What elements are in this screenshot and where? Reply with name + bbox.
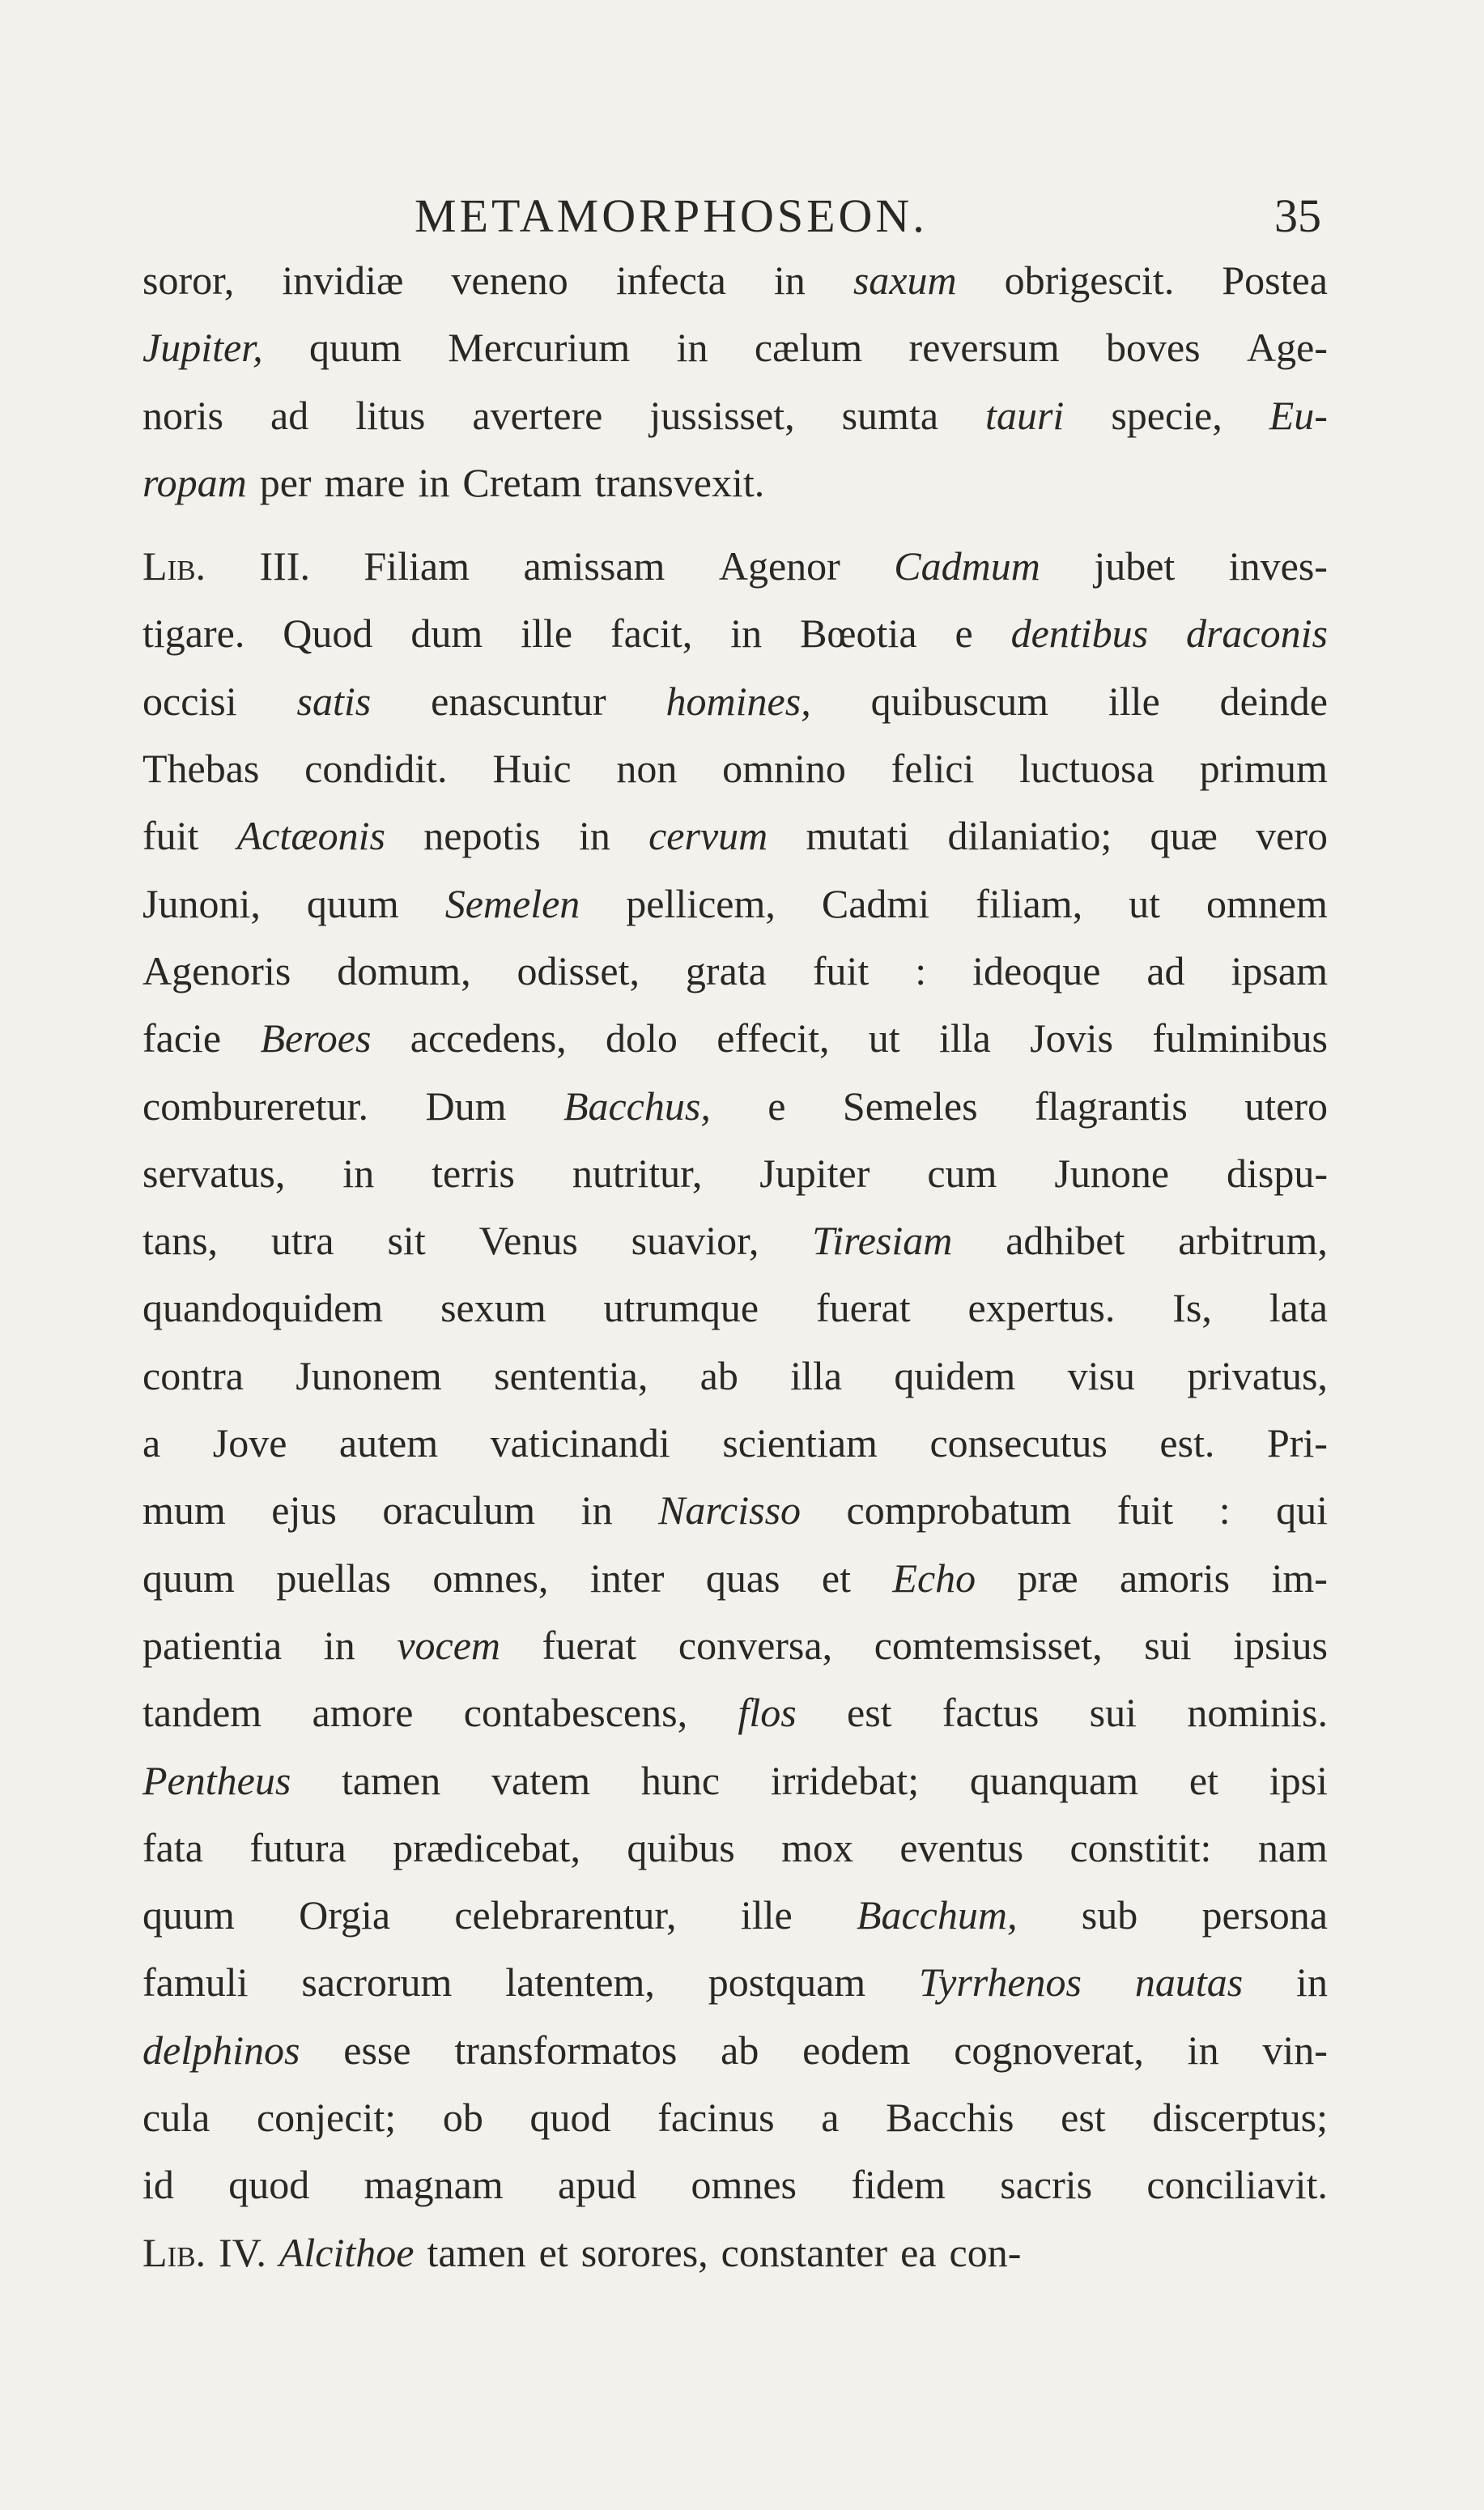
word: et	[821, 1555, 852, 1601]
word: cælum	[754, 325, 863, 371]
word: comtemsisset,	[874, 1622, 1103, 1668]
word: dentibus	[1010, 610, 1149, 657]
word: im-	[1271, 1555, 1328, 1601]
word: III.	[259, 543, 310, 589]
word: quum	[306, 880, 399, 926]
word: Postea	[1222, 257, 1328, 303]
word: omnes,	[432, 1555, 549, 1601]
word: illa	[939, 1015, 991, 1061]
word: Jupiter	[759, 1150, 870, 1196]
text-line	[142, 1073, 1328, 1140]
word: esse	[343, 2027, 411, 2073]
word: tamen	[342, 1757, 441, 1803]
word: Lib.	[142, 543, 206, 589]
word: Agenoris	[142, 947, 291, 993]
word: ejus	[271, 1487, 337, 1534]
word: lata	[1269, 1285, 1328, 1331]
word: quod	[228, 2162, 310, 2208]
word: in	[578, 813, 610, 859]
word: puellas	[276, 1555, 391, 1601]
word: in	[676, 325, 708, 371]
word: sacrorum	[301, 1959, 453, 2006]
word: deinde	[1219, 678, 1328, 724]
word: nominis.	[1187, 1690, 1328, 1736]
word: futura	[249, 1824, 347, 1870]
word: quibuscum	[870, 678, 1049, 724]
word: in	[418, 459, 450, 505]
page-number: 35	[1274, 189, 1321, 242]
word: cum	[927, 1150, 997, 1196]
word: in	[1187, 2027, 1219, 2073]
word: Cretam	[462, 459, 582, 505]
word: est	[1061, 2095, 1106, 2141]
word: ille	[521, 610, 573, 657]
word: Jovis	[1030, 1015, 1113, 1061]
word: conversa,	[678, 1622, 833, 1668]
word: transformatos	[454, 2027, 678, 2073]
word: est.	[1159, 1420, 1215, 1466]
word: fuerat	[542, 1622, 637, 1668]
text-line	[142, 382, 1328, 449]
word: terris	[432, 1150, 515, 1196]
word: draconis	[1185, 610, 1328, 657]
word: Junone	[1054, 1150, 1170, 1196]
word: odisset,	[517, 947, 640, 993]
word: Filiam	[364, 543, 470, 589]
word: consecutus	[929, 1420, 1108, 1466]
text-line	[142, 668, 1328, 735]
word: vatem	[491, 1757, 591, 1803]
word: Cadmi	[821, 880, 930, 926]
word: tamen	[427, 2229, 526, 2275]
word: Jupiter,	[142, 325, 263, 371]
word: comprobatum	[846, 1487, 1072, 1534]
word: Quod	[283, 610, 373, 657]
word: facinus	[657, 2095, 775, 2141]
word: Age-	[1247, 325, 1328, 371]
word: in	[1296, 1959, 1328, 2006]
word: Narcisso	[658, 1487, 802, 1534]
word: noris	[142, 392, 223, 438]
word: quidem	[894, 1352, 1016, 1398]
word: veneno	[451, 257, 568, 303]
word: conjecit;	[256, 2095, 397, 2141]
word: sexum	[440, 1285, 546, 1331]
word: nam	[1257, 1824, 1328, 1870]
word: mox	[781, 1824, 853, 1870]
word: sub	[1081, 1892, 1138, 1938]
text-line	[142, 1747, 1328, 1814]
word: vocem	[397, 1622, 501, 1668]
word: tandem	[142, 1690, 262, 1736]
word: contabescens,	[463, 1690, 688, 1736]
word: Tiresiam	[812, 1218, 953, 1264]
word: IV.	[219, 2229, 266, 2275]
word: in	[342, 1150, 375, 1196]
word: reversum	[908, 325, 1060, 371]
word: eodem	[802, 2027, 911, 2073]
word: factus	[942, 1690, 1040, 1736]
word: tans,	[142, 1218, 219, 1264]
word: ad	[1146, 947, 1185, 993]
word: vin-	[1262, 2027, 1328, 2073]
word: ad	[270, 392, 309, 438]
word: in	[580, 1487, 613, 1534]
word: prædicebat,	[393, 1824, 580, 1870]
word: privatus,	[1187, 1352, 1328, 1398]
word: facit,	[610, 610, 693, 657]
word: accedens,	[410, 1015, 567, 1061]
word: per	[259, 459, 312, 505]
word: amoris	[1119, 1555, 1231, 1601]
word: ideoque	[972, 947, 1101, 993]
word: utra	[270, 1218, 334, 1264]
word: tauri	[985, 392, 1065, 438]
word: quum	[142, 1892, 235, 1938]
word: dispu-	[1226, 1150, 1328, 1196]
word: irridebat;	[770, 1757, 920, 1803]
word: quibus	[627, 1824, 735, 1870]
word: invidiæ	[282, 257, 404, 303]
text-line	[142, 1882, 1328, 1949]
word: scientiam	[722, 1420, 878, 1466]
word: quod	[529, 2095, 611, 2141]
word: facie	[142, 1015, 222, 1061]
word: quandoquidem	[142, 1285, 384, 1331]
word: felici	[891, 746, 975, 792]
text-line	[142, 600, 1328, 667]
word: tigare.	[142, 610, 245, 657]
text-line	[142, 1814, 1328, 1882]
word: omnem	[1205, 880, 1328, 926]
word: Huic	[492, 746, 572, 792]
word: mutati	[806, 813, 910, 859]
word: Semeles	[842, 1083, 978, 1129]
word: id	[142, 2162, 174, 2208]
word: fuit	[142, 813, 199, 859]
word: infecta	[615, 257, 726, 303]
word: occisi	[142, 678, 237, 724]
word: sui	[1089, 1690, 1137, 1736]
text-line	[142, 1410, 1328, 1477]
word: fidem	[851, 2162, 946, 2208]
text-line	[142, 247, 1328, 314]
word: oraculum	[382, 1487, 536, 1534]
word: quum	[308, 325, 402, 371]
word: Is,	[1172, 1285, 1212, 1331]
word: saxum	[853, 257, 957, 303]
word: Eu-	[1269, 392, 1328, 438]
word: jussisset,	[649, 392, 795, 438]
body-text	[142, 247, 1328, 2287]
word: præ	[1017, 1555, 1078, 1601]
word: Agenor	[718, 543, 840, 589]
word: servatus,	[142, 1150, 286, 1196]
word: vero	[1256, 813, 1328, 859]
word: nepotis	[423, 813, 541, 859]
text-line	[142, 735, 1328, 802]
word: soror,	[142, 257, 235, 303]
word: sumta	[841, 392, 939, 438]
word: cula	[142, 2095, 210, 2141]
word: Tyrrhenos	[919, 1959, 1082, 2006]
word: a	[142, 1420, 161, 1466]
text-line	[142, 314, 1328, 381]
text-line	[142, 938, 1328, 1005]
word: ipsam	[1231, 947, 1328, 993]
word: eventus	[899, 1824, 1024, 1870]
word: et	[1188, 1757, 1218, 1803]
word: utero	[1244, 1083, 1328, 1129]
word: mum	[142, 1487, 226, 1534]
word: et	[538, 2229, 568, 2275]
text-line	[142, 449, 1328, 517]
word: transvexit.	[594, 459, 765, 505]
word: amissam	[523, 543, 665, 589]
word: utrumque	[603, 1285, 759, 1331]
word: Mercurium	[448, 325, 631, 371]
word: visu	[1067, 1352, 1135, 1398]
word: conciliavit.	[1146, 2162, 1328, 2208]
word: Junoni,	[142, 880, 261, 926]
word: fulminibus	[1152, 1015, 1328, 1061]
word: dilaniatio;	[947, 813, 1112, 859]
word: quæ	[1150, 813, 1218, 859]
word: satis	[296, 678, 372, 724]
text-line	[142, 1274, 1328, 1342]
text-line	[142, 1545, 1328, 1612]
word: combureretur.	[142, 1083, 369, 1129]
word: expertus.	[967, 1285, 1116, 1331]
word: est	[847, 1690, 892, 1736]
word: Alcithoe	[279, 2229, 415, 2275]
word: in	[323, 1622, 355, 1668]
word: e	[955, 610, 973, 657]
word: dolo	[605, 1015, 678, 1061]
word: in	[730, 610, 763, 657]
text-line	[142, 1005, 1328, 1072]
word: Bacchis	[886, 2095, 1014, 2141]
word: constanter	[721, 2229, 888, 2275]
word: ab	[721, 2027, 759, 2073]
word: filiam,	[976, 880, 1083, 926]
word: persona	[1201, 1892, 1328, 1938]
word: Bacchus,	[563, 1083, 711, 1129]
word: fata	[142, 1824, 203, 1870]
word: inter	[589, 1555, 665, 1601]
word: delphinos	[142, 2027, 300, 2073]
word: adhibet	[1006, 1218, 1125, 1264]
word: litus	[355, 392, 426, 438]
word: ipsi	[1269, 1757, 1328, 1803]
word: Lib.	[142, 2229, 206, 2275]
word: ob	[442, 2095, 483, 2141]
word: domum,	[337, 947, 471, 993]
word: hunc	[640, 1757, 721, 1803]
word: homines,	[665, 678, 811, 724]
word: cervum	[648, 813, 768, 859]
word: suavior,	[631, 1218, 759, 1264]
text-line	[142, 533, 1328, 600]
word: sacris	[1000, 2162, 1093, 2208]
word: Dum	[425, 1083, 507, 1129]
word: sui	[1144, 1622, 1192, 1668]
text-line	[142, 870, 1328, 938]
word: ab	[699, 1352, 738, 1398]
word: quas	[705, 1555, 780, 1601]
word: omnino	[722, 746, 846, 792]
word: Thebas	[142, 746, 260, 792]
word: ut	[1129, 880, 1160, 926]
word: primum	[1199, 746, 1328, 792]
word: constitit:	[1069, 1824, 1212, 1870]
word: cognoverat,	[954, 2027, 1144, 2073]
word: latentem,	[505, 1959, 655, 2006]
word: ut	[868, 1015, 900, 1061]
word: omnes	[691, 2162, 797, 2208]
word: Bacchum,	[856, 1892, 1018, 1938]
word: ipsius	[1233, 1622, 1328, 1668]
word: sententia,	[494, 1352, 648, 1398]
paragraph-gap	[142, 517, 1328, 533]
word: :	[915, 947, 927, 993]
word: ea	[900, 2229, 937, 2275]
word: flagrantis	[1034, 1083, 1188, 1129]
text-line	[142, 1477, 1328, 1544]
word: con-	[949, 2229, 1022, 2275]
word: arbitrum,	[1178, 1218, 1328, 1264]
word: inves-	[1228, 543, 1328, 589]
word: ille	[740, 1892, 793, 1938]
word: celebrarentur,	[454, 1892, 677, 1938]
word: vaticinandi	[490, 1420, 670, 1466]
word: dum	[410, 610, 483, 657]
word: luctuosa	[1019, 746, 1154, 792]
word: enascuntur	[431, 678, 606, 724]
word: pellicem,	[626, 880, 776, 926]
text-line	[142, 1207, 1328, 1274]
word: ropam	[142, 459, 247, 505]
word: grata	[685, 947, 767, 993]
word: Jove	[212, 1420, 287, 1466]
text-line	[142, 1140, 1328, 1207]
text-line	[142, 2017, 1328, 2084]
text-line	[142, 1679, 1328, 1746]
word: Pri-	[1266, 1420, 1328, 1466]
word: postquam	[708, 1959, 866, 2006]
word: avertere	[472, 392, 603, 438]
word: Semelen	[444, 880, 580, 926]
word: apud	[557, 2162, 637, 2208]
text-line	[142, 2084, 1328, 2151]
word: magnam	[364, 2162, 504, 2208]
word: effecit,	[716, 1015, 830, 1061]
word: Pentheus	[142, 1757, 291, 1803]
word: jubet	[1094, 543, 1176, 589]
book-page	[142, 174, 1328, 2287]
word: a	[821, 2095, 840, 2141]
word: discerptus;	[1152, 2095, 1328, 2141]
word: autem	[338, 1420, 439, 1466]
word: qui	[1276, 1487, 1328, 1534]
word: patientia	[142, 1622, 283, 1668]
word: illa	[790, 1352, 843, 1398]
word: fuit	[1116, 1487, 1174, 1534]
word: Actæonis	[236, 813, 386, 859]
word: quum	[142, 1555, 235, 1601]
word: specie,	[1111, 392, 1222, 438]
word: contra	[142, 1352, 244, 1398]
word: obrigescit.	[1004, 257, 1175, 303]
running-head	[142, 174, 1328, 247]
word: boves	[1105, 325, 1201, 371]
word: sit	[387, 1218, 426, 1264]
word: fuerat	[816, 1285, 911, 1331]
word: :	[1218, 1487, 1231, 1534]
word: fuit	[812, 947, 870, 993]
text-line	[142, 1342, 1328, 1410]
word: nautas	[1134, 1959, 1244, 2006]
word: e	[768, 1083, 786, 1129]
running-title: METAMORPHOSEON.	[415, 189, 928, 242]
word: sorores,	[580, 2229, 708, 2275]
word: flos	[738, 1690, 797, 1736]
word: Beroes	[260, 1015, 372, 1061]
word: condidit.	[304, 746, 448, 792]
word: mare	[324, 459, 406, 505]
text-line	[142, 1612, 1328, 1679]
word: amore	[312, 1690, 414, 1736]
text-line	[142, 2151, 1328, 2219]
text-line	[142, 1949, 1328, 2016]
text-line	[142, 802, 1328, 870]
word: Junonem	[296, 1352, 442, 1398]
text-line	[142, 2219, 1328, 2287]
word: famuli	[142, 1959, 249, 2006]
word: Cadmum	[894, 543, 1040, 589]
word: quanquam	[969, 1757, 1139, 1803]
word: nutritur,	[572, 1150, 703, 1196]
word: Echo	[892, 1555, 976, 1601]
word: in	[773, 257, 806, 303]
word: Orgia	[299, 1892, 391, 1938]
word: Bœotia	[800, 610, 917, 657]
word: ille	[1108, 678, 1160, 724]
word: Venus	[478, 1218, 578, 1264]
word: non	[616, 746, 678, 792]
